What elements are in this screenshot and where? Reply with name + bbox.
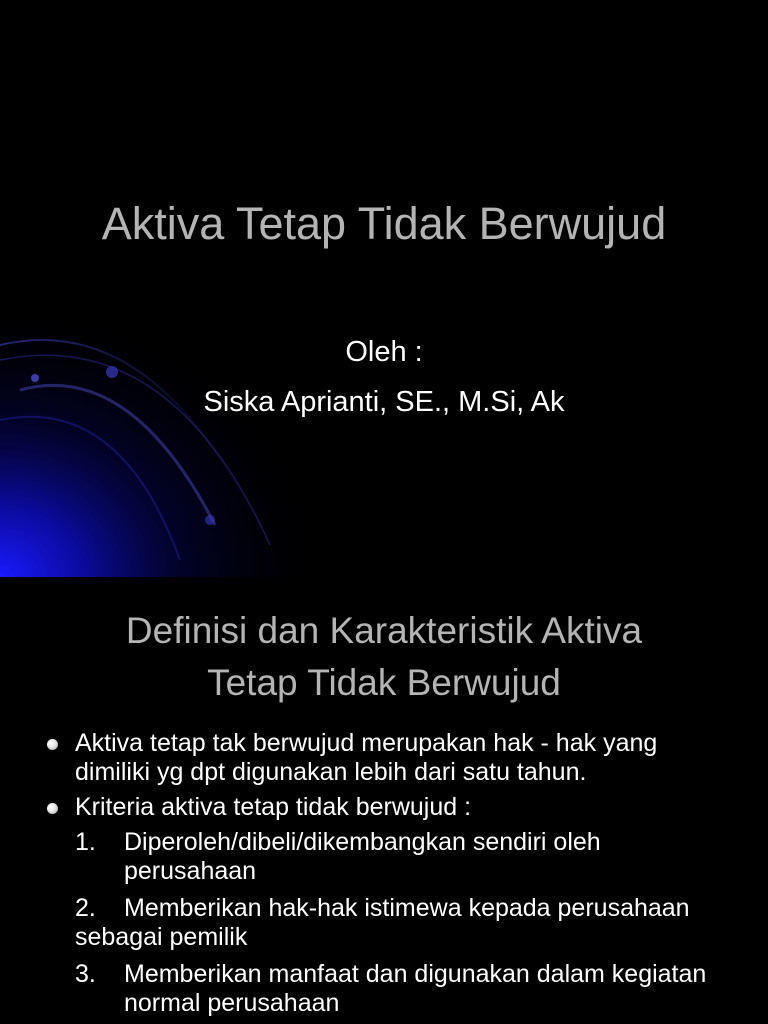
item-text: Memberikan manfaat dan digunakan dalam kegiatan normal perusahaan	[124, 960, 707, 1017]
item-number: 2.	[75, 894, 96, 922]
slide-definition-heading	[0, 605, 768, 709]
item-text: Diperoleh/dibeli/dikembangkan sendiri oleh perusahaan	[124, 828, 601, 885]
author-name: Siska Aprianti, SE., M.Si, Ak	[203, 386, 565, 418]
item-number: 1.	[75, 828, 96, 856]
numbered-item	[0, 960, 768, 1018]
author-label: Oleh :	[345, 336, 423, 368]
bullet-dot-icon	[47, 803, 58, 814]
numbered-item	[0, 894, 768, 952]
heading-line-1: Definisi dan Karakteristik Aktiva	[125, 610, 643, 651]
content-body	[0, 729, 768, 1024]
heading-line-2: Tetap Tidak Berwujud	[207, 662, 561, 703]
bullet-text: Kriteria aktiva tetap tidak berwujud :	[75, 793, 472, 821]
item-text: Memberikan hak-hak istimewa kepada perusahaan sebagai pemilik	[75, 894, 690, 951]
bullet-item	[0, 729, 768, 787]
numbered-item	[0, 828, 768, 886]
bullet-dot-icon	[47, 739, 58, 750]
bullet-text: Aktiva tetap tak berwujud merupakan hak - hak yang dimiliki yg dpt digunakan lebih dari satu tahun.	[75, 729, 658, 786]
item-number: 3.	[75, 960, 96, 988]
bullet-item	[0, 793, 768, 822]
slide-definition	[0, 577, 768, 1024]
slide-title-heading: Aktiva Tetap Tidak Berwujud	[101, 198, 667, 249]
